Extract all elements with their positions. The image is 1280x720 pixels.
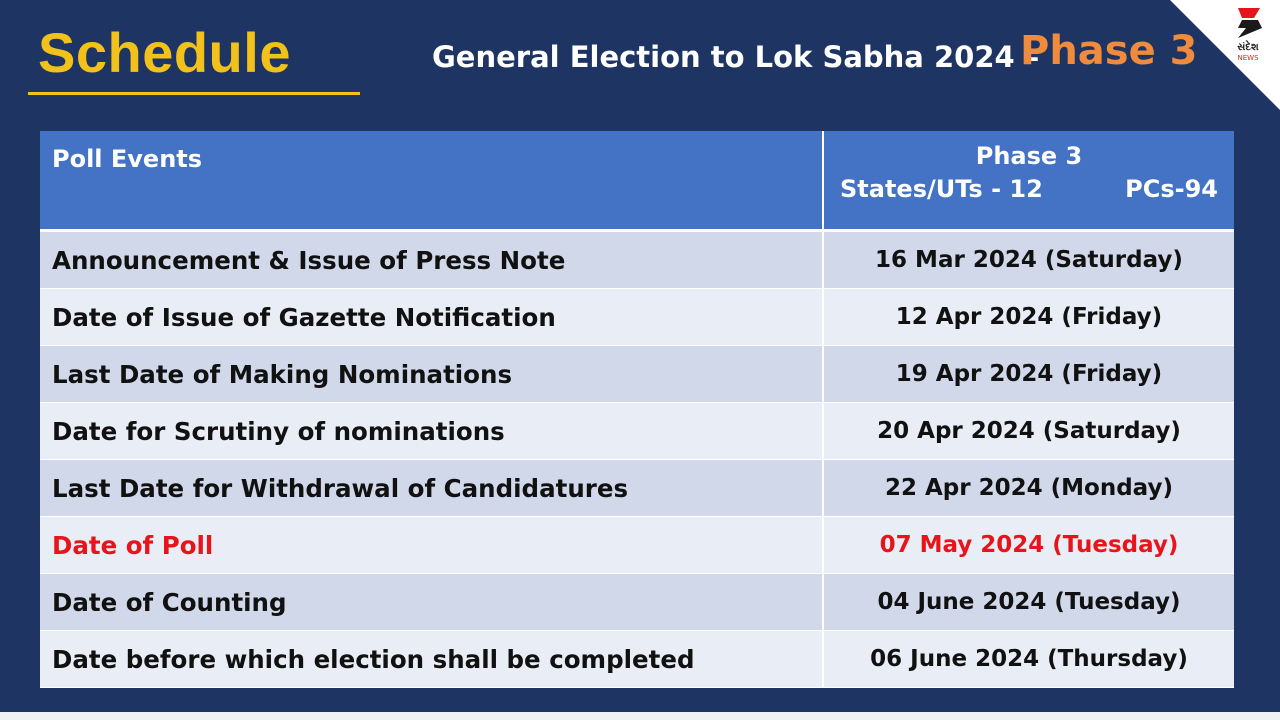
poll-event-cell: Date of Poll: [40, 517, 823, 574]
table-row: [40, 631, 1234, 688]
pcs-count: PCs-94: [1125, 175, 1218, 203]
table-row: [40, 403, 1234, 460]
table-row: [40, 460, 1234, 517]
poll-date-cell: 04 June 2024 (Tuesday): [823, 574, 1234, 631]
table-row: [40, 289, 1234, 346]
poll-event-cell: Last Date of Making Nominations: [40, 346, 823, 403]
brand-name: સંદેશ: [1237, 42, 1259, 53]
states-count: States/UTs - 12: [840, 175, 1043, 203]
header-phase: [823, 131, 1234, 231]
poll-date-cell: 07 May 2024 (Tuesday): [823, 517, 1234, 574]
page-title: Schedule: [38, 21, 291, 84]
poll-date-cell: 16 Mar 2024 (Saturday): [823, 231, 1234, 289]
poll-event-cell: Announcement & Issue of Press Note: [40, 231, 823, 289]
poll-event-cell: Last Date for Withdrawal of Candidatures: [40, 460, 823, 517]
bottom-strip: [0, 712, 1280, 720]
poll-event-cell: Date of Issue of Gazette Notification: [40, 289, 823, 346]
s-logo-icon: [1234, 6, 1266, 40]
phase-title: Phase 3: [1020, 28, 1198, 74]
table-row: [40, 346, 1234, 403]
poll-date-cell: 20 Apr 2024 (Saturday): [823, 403, 1234, 460]
brand-sub: NEWS: [1237, 54, 1259, 62]
header-poll-events: Poll Events: [40, 131, 823, 231]
table-row: [40, 231, 1234, 289]
subtitle: General Election to Lok Sabha 2024 –: [432, 40, 1040, 74]
table-row: [40, 574, 1234, 631]
poll-date-cell: 19 Apr 2024 (Friday): [823, 346, 1234, 403]
header-phase-name: Phase 3: [975, 142, 1083, 170]
poll-date-cell: 06 June 2024 (Thursday): [823, 631, 1234, 688]
title-underline: [28, 92, 360, 95]
schedule-table: [40, 131, 1234, 688]
poll-date-cell: 12 Apr 2024 (Friday): [823, 289, 1234, 346]
poll-date-cell: 22 Apr 2024 (Monday): [823, 460, 1234, 517]
table-row: [40, 517, 1234, 574]
poll-event-cell: Date before which election shall be completed: [40, 631, 823, 688]
poll-event-cell: Date of Counting: [40, 574, 823, 631]
table-header-row: [40, 131, 1234, 231]
brand-logo: [1228, 42, 1268, 64]
table-body: [40, 231, 1234, 688]
poll-event-cell: Date for Scrutiny of nominations: [40, 403, 823, 460]
